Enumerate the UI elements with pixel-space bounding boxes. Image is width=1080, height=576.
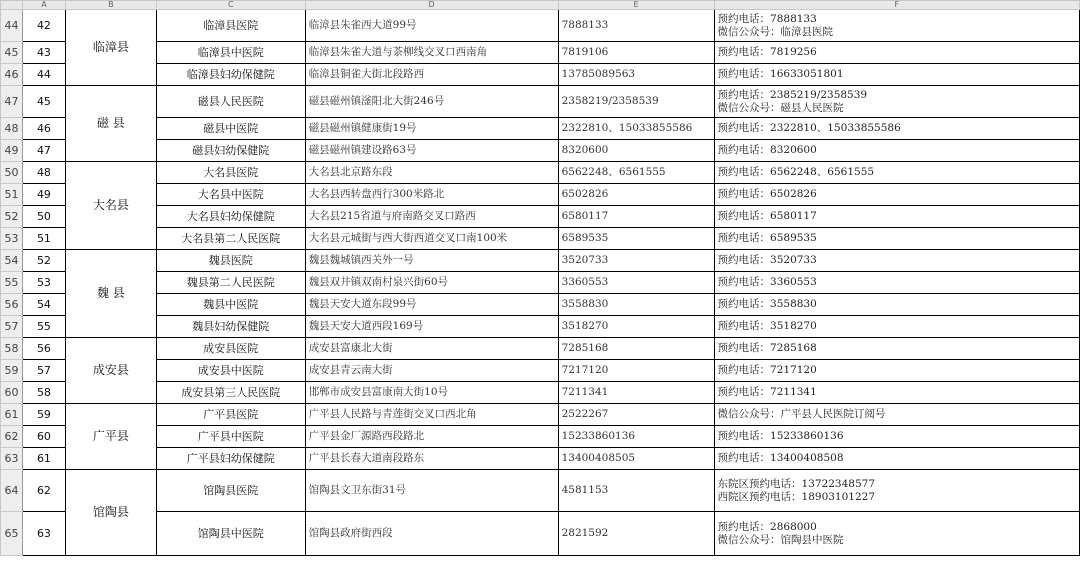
row-number-header[interactable]: 64 xyxy=(1,470,23,512)
cell-hospital[interactable]: 大名县妇幼保健院 xyxy=(156,206,305,228)
cell-appointment-info[interactable] xyxy=(714,228,1079,250)
cell-phone[interactable]: 3518270 xyxy=(558,316,714,338)
cell-phone[interactable]: 7285168 xyxy=(558,338,714,360)
table-row xyxy=(1,42,1080,64)
cell-address[interactable]: 广平县金厂源路西段路北 xyxy=(305,426,558,448)
table-row xyxy=(1,228,1080,250)
row-number-header[interactable]: 45 xyxy=(1,42,23,64)
cell-address[interactable]: 大名县215省道与府南路交叉口路西 xyxy=(305,206,558,228)
cell-number[interactable]: 60 xyxy=(22,426,65,448)
appointment-info-line: 预约电话：8320600 xyxy=(717,144,817,156)
cell-address[interactable]: 魏县天安大道东段99号 xyxy=(305,294,558,316)
cell-address[interactable]: 磁县磁州镇健康街19号 xyxy=(305,118,558,140)
cell-appointment-info[interactable] xyxy=(714,382,1079,404)
cell-appointment-info[interactable] xyxy=(714,10,1079,42)
row-number-header[interactable]: 55 xyxy=(1,272,23,294)
cell-hospital[interactable]: 馆陶县中医院 xyxy=(156,512,305,556)
appointment-info-line: 预约电话：13400408508 xyxy=(717,452,844,464)
cell-phone[interactable]: 4581153 xyxy=(558,470,714,512)
cell-phone[interactable]: 7888133 xyxy=(558,10,714,42)
cell-hospital[interactable]: 魏县妇幼保健院 xyxy=(156,316,305,338)
row-number-header[interactable]: 54 xyxy=(1,250,23,272)
cell-county[interactable]: 临漳县 xyxy=(65,10,156,86)
row-number-header[interactable]: 57 xyxy=(1,316,23,338)
row-number-header[interactable]: 48 xyxy=(1,118,23,140)
row-number-header[interactable]: 58 xyxy=(1,338,23,360)
column-header[interactable]: C xyxy=(156,1,305,10)
cell-number[interactable]: 59 xyxy=(22,404,65,426)
cell-number[interactable]: 44 xyxy=(22,64,65,86)
cell-county[interactable]: 魏 县 xyxy=(65,250,156,338)
row-number-header[interactable]: 61 xyxy=(1,404,23,426)
appointment-info-line: 微信公众号：广平县人民医院订阅号 xyxy=(717,408,886,420)
row-number-header[interactable]: 53 xyxy=(1,228,23,250)
table-row xyxy=(1,512,1080,556)
cell-number[interactable]: 45 xyxy=(22,86,65,118)
cell-appointment-info[interactable] xyxy=(714,338,1079,360)
cell-phone[interactable]: 2322810、15033855586 xyxy=(558,118,714,140)
column-header[interactable]: B xyxy=(65,1,156,10)
cell-address[interactable]: 成安县富康北大街 xyxy=(305,338,558,360)
table-row xyxy=(1,316,1080,338)
appointment-info-line: 预约电话：2385219/2358539 xyxy=(717,88,868,101)
cell-number[interactable]: 62 xyxy=(22,470,65,512)
cell-number[interactable]: 48 xyxy=(22,162,65,184)
cell-address[interactable]: 临漳县朱雀西大道99号 xyxy=(305,10,558,42)
cell-number[interactable]: 51 xyxy=(22,228,65,250)
appointment-info-line: 微信公众号：临漳县医院 xyxy=(717,25,834,38)
cell-phone[interactable]: 7211341 xyxy=(558,382,714,404)
cell-phone[interactable]: 13785089563 xyxy=(558,64,714,86)
table-row xyxy=(1,338,1080,360)
cell-number[interactable]: 43 xyxy=(22,42,65,64)
cell-county[interactable]: 成安县 xyxy=(65,338,156,404)
cell-appointment-info[interactable] xyxy=(714,512,1079,556)
cell-hospital[interactable]: 广平县中医院 xyxy=(156,426,305,448)
cell-hospital[interactable]: 成安县第三人民医院 xyxy=(156,382,305,404)
cell-address[interactable]: 馆陶县政府街西段 xyxy=(305,512,558,556)
table-row xyxy=(1,184,1080,206)
column-header[interactable]: D xyxy=(305,1,558,10)
cell-appointment-info[interactable] xyxy=(714,250,1079,272)
row-number-header[interactable]: 49 xyxy=(1,140,23,162)
appointment-info-line: 预约电话：2868000 xyxy=(717,520,817,533)
cell-address[interactable]: 临漳县朱雀大道与茶柳线交叉口西南角 xyxy=(305,42,558,64)
cell-hospital[interactable]: 磁县妇幼保健院 xyxy=(156,140,305,162)
cell-phone[interactable]: 2522267 xyxy=(558,404,714,426)
cell-county[interactable]: 磁 县 xyxy=(65,86,156,162)
table-row xyxy=(1,10,1080,42)
cell-appointment-info[interactable] xyxy=(714,294,1079,316)
column-header[interactable]: A xyxy=(22,1,65,10)
cell-address[interactable]: 大名县北京路东段 xyxy=(305,162,558,184)
cell-phone[interactable]: 6580117 xyxy=(558,206,714,228)
cell-hospital[interactable]: 临漳县妇幼保健院 xyxy=(156,64,305,86)
cell-address[interactable]: 成安县青云南大街 xyxy=(305,360,558,382)
appointment-info-line: 预约电话：3520733 xyxy=(717,254,817,266)
cell-phone[interactable]: 3520733 xyxy=(558,250,714,272)
appointment-info-line: 预约电话：6502826 xyxy=(717,188,817,200)
appointment-info-line: 预约电话：3360553 xyxy=(717,276,817,288)
row-number-header[interactable]: 51 xyxy=(1,184,23,206)
cell-hospital[interactable]: 磁县人民医院 xyxy=(156,86,305,118)
appointment-info-line: 预约电话：3558830 xyxy=(717,298,817,310)
cell-phone[interactable]: 6589535 xyxy=(558,228,714,250)
table-row xyxy=(1,140,1080,162)
cell-address[interactable]: 磁县磁州镇滏阳北大街246号 xyxy=(305,86,558,118)
cell-appointment-info[interactable] xyxy=(714,360,1079,382)
appointment-info-line: 西院区预约电话：18903101227 xyxy=(717,490,876,503)
appointment-info-line: 预约电话：15233860136 xyxy=(717,430,844,442)
row-number-header[interactable]: 52 xyxy=(1,206,23,228)
cell-appointment-info[interactable] xyxy=(714,140,1079,162)
cell-appointment-info[interactable] xyxy=(714,184,1079,206)
table-row xyxy=(1,360,1080,382)
cell-phone[interactable]: 7217120 xyxy=(558,360,714,382)
cell-address[interactable]: 磁县磁州镇建设路63号 xyxy=(305,140,558,162)
cell-number[interactable]: 55 xyxy=(22,316,65,338)
column-header[interactable]: F xyxy=(714,1,1079,10)
row-number-header[interactable]: 44 xyxy=(1,10,23,42)
cell-appointment-info[interactable] xyxy=(714,86,1079,118)
cell-appointment-info[interactable] xyxy=(714,162,1079,184)
cell-hospital[interactable]: 大名县医院 xyxy=(156,162,305,184)
table-row xyxy=(1,64,1080,86)
appointment-info-line: 预约电话：6589535 xyxy=(717,232,817,244)
table-row xyxy=(1,294,1080,316)
cell-appointment-info[interactable] xyxy=(714,426,1079,448)
table-row xyxy=(1,162,1080,184)
cell-number[interactable]: 61 xyxy=(22,448,65,470)
cell-hospital[interactable]: 大名县中医院 xyxy=(156,184,305,206)
cell-hospital[interactable]: 广平县妇幼保健院 xyxy=(156,448,305,470)
cell-address[interactable]: 邯郸市成安县富康南大街10号 xyxy=(305,382,558,404)
cell-hospital[interactable]: 馆陶县医院 xyxy=(156,470,305,512)
appointment-info-line: 微信公众号：馆陶县中医院 xyxy=(717,533,844,546)
appointment-info-line: 东院区预约电话：13722348577 xyxy=(717,477,876,490)
row-number-header[interactable]: 60 xyxy=(1,382,23,404)
cell-number[interactable]: 56 xyxy=(22,338,65,360)
appointment-info-line: 预约电话：16633051801 xyxy=(717,68,844,80)
cell-hospital[interactable]: 魏县第二人民医院 xyxy=(156,272,305,294)
cell-appointment-info[interactable] xyxy=(714,448,1079,470)
cell-hospital[interactable]: 广平县医院 xyxy=(156,404,305,426)
cell-number[interactable]: 54 xyxy=(22,294,65,316)
table-row xyxy=(1,448,1080,470)
row-number-header[interactable]: 65 xyxy=(1,512,23,556)
table-row xyxy=(1,86,1080,118)
corner-cell[interactable] xyxy=(1,1,23,10)
table-row xyxy=(1,118,1080,140)
cell-hospital[interactable]: 魏县中医院 xyxy=(156,294,305,316)
cell-appointment-info[interactable] xyxy=(714,470,1079,512)
cell-number[interactable]: 52 xyxy=(22,250,65,272)
column-header[interactable]: E xyxy=(558,1,714,10)
cell-number[interactable]: 63 xyxy=(22,512,65,556)
table-row xyxy=(1,470,1080,512)
cell-phone[interactable]: 3360553 xyxy=(558,272,714,294)
cell-county[interactable]: 广平县 xyxy=(65,404,156,470)
cell-address[interactable]: 广平县人民路与青莲街交叉口西北角 xyxy=(305,404,558,426)
table-row xyxy=(1,206,1080,228)
cell-number[interactable]: 46 xyxy=(22,118,65,140)
appointment-info-line: 预约电话：7888133 xyxy=(717,12,817,25)
cell-appointment-info[interactable] xyxy=(714,42,1079,64)
cell-address[interactable]: 大名县元城街与西大街西道交叉口南100米 xyxy=(305,228,558,250)
cell-hospital[interactable]: 磁县中医院 xyxy=(156,118,305,140)
cell-hospital[interactable]: 成安县医院 xyxy=(156,338,305,360)
appointment-info-line: 预约电话：7211341 xyxy=(717,386,817,398)
appointment-info-line: 预约电话：6580117 xyxy=(717,210,817,222)
cell-number[interactable]: 47 xyxy=(22,140,65,162)
table-row xyxy=(1,404,1080,426)
cell-address[interactable]: 魏县魏城镇西关外一号 xyxy=(305,250,558,272)
appointment-info-line: 预约电话：3518270 xyxy=(717,320,817,332)
cell-hospital[interactable]: 成安县中医院 xyxy=(156,360,305,382)
row-number-header[interactable]: 46 xyxy=(1,64,23,86)
appointment-info-line: 预约电话：7217120 xyxy=(717,364,817,376)
cell-phone[interactable]: 7819106 xyxy=(558,42,714,64)
cell-county[interactable]: 大名县 xyxy=(65,162,156,250)
cell-number[interactable]: 58 xyxy=(22,382,65,404)
cell-number[interactable]: 53 xyxy=(22,272,65,294)
table-row xyxy=(1,382,1080,404)
cell-number[interactable]: 57 xyxy=(22,360,65,382)
cell-address[interactable]: 广平县长春大道南段路东 xyxy=(305,448,558,470)
appointment-info-line: 预约电话：7285168 xyxy=(717,342,817,354)
row-number-header[interactable]: 63 xyxy=(1,448,23,470)
table-row xyxy=(1,426,1080,448)
appointment-info-line: 微信公众号：磁县人民医院 xyxy=(717,101,844,114)
cell-address[interactable]: 魏县天安大道西段169号 xyxy=(305,316,558,338)
appointment-info-line: 预约电话：6562248、6561555 xyxy=(717,166,875,178)
cell-number[interactable]: 42 xyxy=(22,10,65,42)
cell-phone[interactable]: 6562248、6561555 xyxy=(558,162,714,184)
cell-appointment-info[interactable] xyxy=(714,316,1079,338)
cell-appointment-info[interactable] xyxy=(714,404,1079,426)
cell-phone[interactable]: 6502826 xyxy=(558,184,714,206)
cell-phone[interactable]: 3558830 xyxy=(558,294,714,316)
cell-number[interactable]: 50 xyxy=(22,206,65,228)
table-row xyxy=(1,250,1080,272)
row-number-header[interactable]: 50 xyxy=(1,162,23,184)
cell-phone[interactable]: 8320600 xyxy=(558,140,714,162)
cell-address[interactable]: 馆陶县文卫东街31号 xyxy=(305,470,558,512)
cell-phone[interactable]: 2358219/2358539 xyxy=(558,86,714,118)
cell-county[interactable]: 馆陶县 xyxy=(65,470,156,556)
appointment-info-line: 预约电话：7819256 xyxy=(717,46,817,58)
row-number-header[interactable]: 59 xyxy=(1,360,23,382)
column-header-row xyxy=(1,1,1080,10)
cell-number[interactable]: 49 xyxy=(22,184,65,206)
cell-address[interactable]: 魏县双井镇双南村泉兴街60号 xyxy=(305,272,558,294)
table-row xyxy=(1,272,1080,294)
cell-hospital[interactable]: 临漳县中医院 xyxy=(156,42,305,64)
cell-phone[interactable]: 15233860136 xyxy=(558,426,714,448)
row-number-header[interactable]: 56 xyxy=(1,294,23,316)
row-number-header[interactable]: 62 xyxy=(1,426,23,448)
cell-appointment-info[interactable] xyxy=(714,206,1079,228)
cell-phone[interactable]: 13400408505 xyxy=(558,448,714,470)
cell-appointment-info[interactable] xyxy=(714,64,1079,86)
row-number-header[interactable]: 47 xyxy=(1,86,23,118)
cell-address[interactable]: 大名县西转盘西行300米路北 xyxy=(305,184,558,206)
cell-hospital[interactable]: 魏县医院 xyxy=(156,250,305,272)
cell-phone[interactable]: 2821592 xyxy=(558,512,714,556)
cell-appointment-info[interactable] xyxy=(714,272,1079,294)
cell-hospital[interactable]: 大名县第二人民医院 xyxy=(156,228,305,250)
cell-address[interactable]: 临漳县铜雀大街北段路西 xyxy=(305,64,558,86)
appointment-info-line: 预约电话：2322810、15033855586 xyxy=(717,122,901,134)
cell-hospital[interactable]: 临漳县医院 xyxy=(156,10,305,42)
cell-appointment-info[interactable] xyxy=(714,118,1079,140)
